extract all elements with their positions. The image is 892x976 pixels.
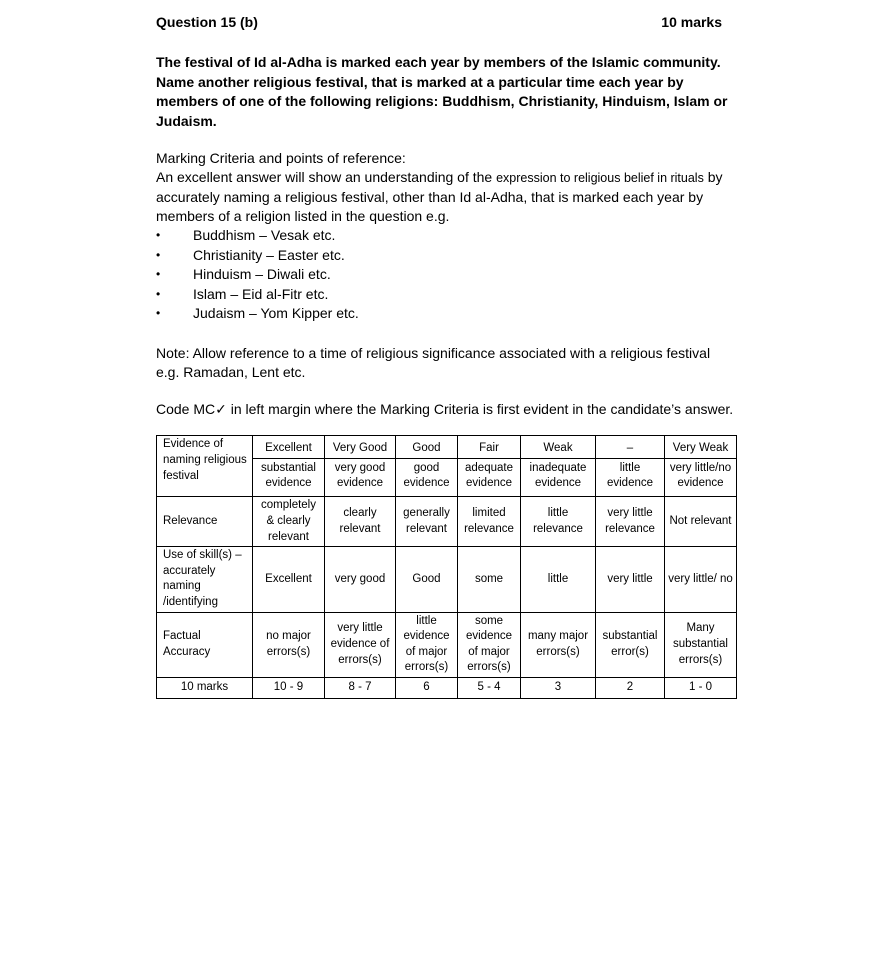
mark-range-cell: 1 - 0: [665, 678, 737, 699]
criteria-intro-part2: by accurately naming a religious festival, other than Id al-Adha, that is marked each year by members of a religion listed in the question e.g.: [156, 169, 723, 224]
table-cell: completely & clearly relevant: [253, 497, 325, 547]
mark-range-cell: 8 - 7: [325, 678, 396, 699]
table-cell: [458, 436, 521, 497]
table-cell: no major errors(s): [253, 612, 325, 677]
criteria-intro-part1: An excellent answer will show an understanding of the: [156, 169, 497, 185]
table-cell: [665, 436, 737, 497]
cell-text: inadequate evidence: [529, 461, 587, 490]
marking-scheme-page: [156, 12, 736, 699]
column-header-excellent: Excellent: [253, 441, 324, 459]
column-header-dash: –: [596, 441, 664, 459]
list-item: [156, 246, 736, 266]
table-cell: [253, 436, 325, 497]
table-cell: little: [521, 547, 596, 612]
list-item: [156, 226, 736, 246]
cell-text: very little/no evidence: [669, 461, 732, 490]
question-header: [156, 12, 736, 32]
examples-list: [156, 226, 736, 324]
bullet-icon: •: [156, 286, 161, 301]
table-cell: some: [458, 547, 521, 612]
cell-text: very good evidence: [334, 461, 386, 490]
marking-grid-table: [156, 435, 737, 699]
table-cell: [325, 436, 396, 497]
question-marks: 10 marks: [661, 14, 722, 30]
table-cell: clearly relevant: [325, 497, 396, 547]
table-cell: very good: [325, 547, 396, 612]
note-text: Note: Allow reference to a time of religious significance associated with a religious festival e.g. Ramadan, Lent etc.: [156, 344, 711, 381]
table-cell: [396, 436, 458, 497]
cell-text: little evidence: [606, 461, 654, 490]
cell-text: substantial evidence: [261, 461, 316, 490]
mark-range-cell: 6: [396, 678, 458, 699]
row-label-accuracy: Factual Accuracy: [157, 612, 253, 677]
column-header-good: Good: [396, 441, 457, 459]
table-cell: limited relevance: [458, 497, 521, 547]
mark-range-cell: 5 - 4: [458, 678, 521, 699]
table-row: [157, 547, 737, 612]
table-cell: Excellent: [253, 547, 325, 612]
example-text: Islam – Eid al-Fitr etc.: [193, 285, 329, 302]
example-text: Hinduism – Diwali etc.: [193, 266, 331, 283]
list-item: [156, 304, 736, 324]
column-header-fair: Fair: [458, 441, 520, 459]
table-row: [157, 497, 737, 547]
row-label-relevance: Relevance: [157, 497, 253, 547]
table-cell: Not relevant: [665, 497, 737, 547]
table-cell: little relevance: [521, 497, 596, 547]
criteria-intro-small: expression to religious belief in rituals: [496, 171, 704, 185]
table-cell: very little/ no: [665, 547, 737, 612]
bullet-icon: •: [156, 228, 161, 242]
table-cell: [596, 436, 665, 497]
table-cell: many major errors(s): [521, 612, 596, 677]
table-cell: very little relevance: [596, 497, 665, 547]
row-label-skills: Use of skill(s) – accurately naming /identifying: [157, 547, 253, 612]
bullet-icon: •: [156, 247, 161, 262]
bullet-icon: •: [156, 306, 161, 321]
example-text: Christianity – Easter etc.: [193, 246, 345, 263]
question-text: The festival of Id al-Adha is marked each year by members of the Islamic community. Name another religious festival, that is marked at a particular time each year by members of one of the following religions: Buddhism, Christianity, Hinduism, Islam or Judaism.: [156, 54, 728, 129]
question-label: Question 15 (b): [156, 14, 258, 30]
example-text: Buddhism – Vesak etc.: [193, 227, 336, 243]
example-text: Judaism – Yom Kipper etc.: [193, 305, 359, 322]
table-cell: some evidence of major errors(s): [458, 612, 521, 677]
table-cell: very little evidence of errors(s): [325, 612, 396, 677]
table-row: [157, 436, 737, 497]
table-cell: very little: [596, 547, 665, 612]
criteria-title: Marking Criteria and points of reference:: [156, 150, 406, 166]
row-label-evidence: Evidence of naming religious festival: [157, 436, 253, 497]
code-instruction: Code MC✓ in left margin where the Marking Criteria is first evident in the candidate’s answer.: [156, 400, 734, 417]
mark-range-cell: 2: [596, 678, 665, 699]
row-label-marks: 10 marks: [157, 678, 253, 699]
table-row: [157, 678, 737, 699]
mark-range-cell: 10 - 9: [253, 678, 325, 699]
cell-text: adequate evidence: [465, 461, 513, 490]
table-cell: substantial error(s): [596, 612, 665, 677]
table-cell: [521, 436, 596, 497]
table-row: [157, 612, 737, 677]
column-header-very-weak: Very Weak: [665, 441, 736, 459]
criteria-intro: [156, 168, 736, 226]
table-cell: Good: [396, 547, 458, 612]
list-item: [156, 265, 736, 285]
column-header-very-good: Very Good: [325, 441, 395, 459]
mark-range-cell: 3: [521, 678, 596, 699]
table-cell: little evidence of major errors(s): [396, 612, 458, 677]
table-cell: Many substantial errors(s): [665, 612, 737, 677]
table-cell: generally relevant: [396, 497, 458, 547]
column-header-weak: Weak: [521, 441, 595, 459]
list-item: [156, 285, 736, 305]
cell-text: good evidence: [403, 461, 450, 490]
bullet-icon: •: [156, 267, 161, 282]
